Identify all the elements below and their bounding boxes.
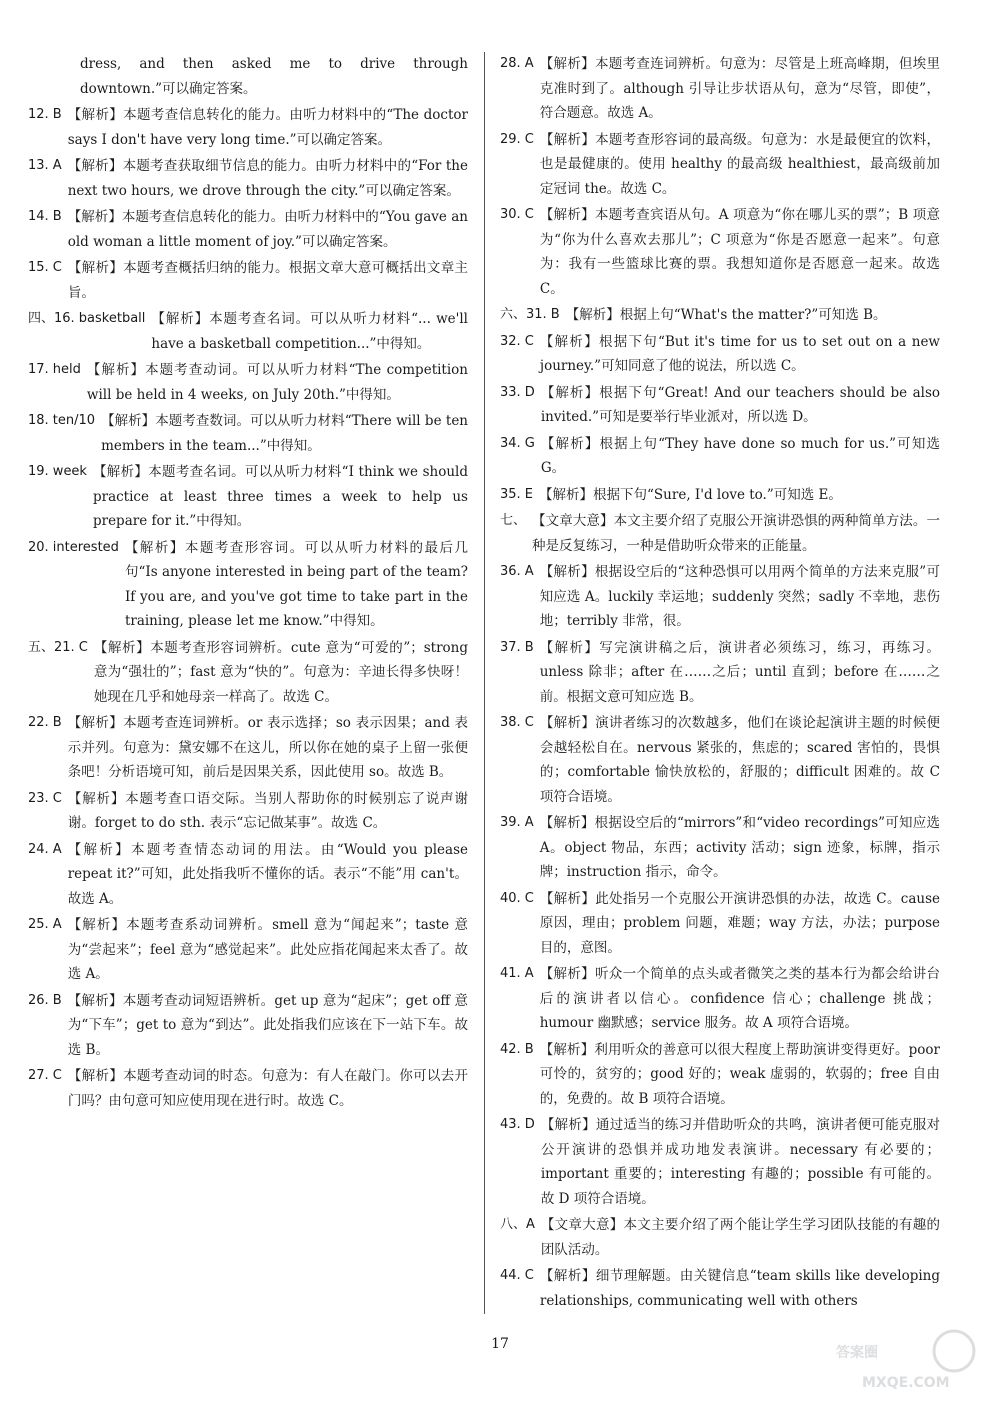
answer-number: 七、 xyxy=(500,513,527,528)
answer-entry xyxy=(28,358,468,407)
answer-number: 22. B xyxy=(28,715,62,730)
answer-explanation: 【解析】本题考查动词短语辨析。get up 意为“起床”；get off 意为“下车”；get to 意为“到达”。此处指我们应该在下一站下车。故选 B。 xyxy=(67,992,468,1058)
answer-number: 15. C xyxy=(28,260,62,275)
answer-number: 24. A xyxy=(28,841,62,857)
answer-entry xyxy=(28,636,468,710)
answer-entry xyxy=(28,205,468,254)
watermark-label: 答案圈 xyxy=(836,1345,878,1361)
answer-explanation: 【解析】演讲者练习的次数越多，他们在谈论起演讲主题的时候便会越轻松自在。nervous 紧张的，焦虑的；scared 害怕的，畏惧的；comfortable 愉快放松的，舒服的；difficult 困难的。故 C 项符合语境。 xyxy=(539,715,940,805)
answer-explanation: 【解析】此处指另一个克服公开演讲恐惧的办法，故选 C。cause 原因，理由；problem 问题，难题；way 方法，办法；purpose 目的，意图。 xyxy=(539,890,940,956)
answer-entry xyxy=(500,636,940,710)
answer-explanation: 【解析】本题考查连词辨析。or 表示选择；so 表示因果；and 表示并列。句意为：黛安娜不在这儿，所以你在她的桌子上留一张便条吧！分析语境可知，前后是因果关系，因此使用 so。故选 B。 xyxy=(67,715,468,780)
answer-explanation: 【解析】根据设空后的“mirrors”和“video recordings”可知应选 A。object 物品，东西；activity 活动；sign 迹象，标牌，指示牌；instruction 指示，命令。 xyxy=(539,815,940,880)
answer-explanation: 【解析】本题考查形容词的最高级。句意为：水是最便宜的饮料，也是最健康的。使用 healthy 的最高级 healthiest，最高级前加定冠词 the。故选 C。 xyxy=(539,131,940,197)
watermark-logo xyxy=(832,1325,982,1395)
answer-explanation: 【解析】本题考查情态动词的用法。由“Would you please repeat it?”可知，此处指我听不懂你的话。表示“不能”用 can't。故选 A。 xyxy=(67,841,468,907)
answer-explanation: 【解析】根据下句“But it's time for us to set out on a new journey.”可知同意了他的说法，所以选 C。 xyxy=(539,333,940,374)
answer-explanation: 【解析】听众一个简单的点头或者微笑之类的基本行为都会给讲台后的演讲者以信心。confidence 信心；challenge 挑战；humour 幽默感；service 服务。故 A 项符合语境。 xyxy=(539,966,940,1031)
answer-explanation: 【解析】本题考查概括归纳的能力。根据文章大意可概括出文章主旨。 xyxy=(67,260,468,301)
answer-entry xyxy=(28,787,468,836)
answer-explanation: 【解析】本题考查名词。可以从听力材料“I think we should practice at least three times a week to help us prepare for it.”中得知。 xyxy=(92,464,468,529)
answer-number: 32. C xyxy=(500,333,534,349)
answer-number: 35. E xyxy=(500,486,534,502)
answer-number: 20. interested xyxy=(28,539,119,555)
answer-number: 40. C xyxy=(500,890,534,906)
answer-entry xyxy=(28,256,468,305)
answer-explanation: 【解析】本题考查形容词辨析。cute 意为“可爱的”；strong 意为“强壮的”；fast 意为“快的”。句意为：辛迪长得多快呀！她现在几乎和她母亲一样高了。故选 C。 xyxy=(93,639,468,705)
answer-explanation: 【解析】根据下句“Sure, I'd love to.”可知选 E。 xyxy=(539,486,842,503)
answer-entry xyxy=(500,962,940,1036)
watermark-circle-icon xyxy=(934,1331,974,1371)
answer-entry xyxy=(28,409,468,458)
answer-entry xyxy=(28,913,468,987)
answer-number: 37. B xyxy=(500,639,534,655)
answer-entry xyxy=(500,330,940,379)
answer-explanation: 【解析】本题考查动词。可以从听力材料“The competition will be held in 4 weeks, on July 20th.”中得知。 xyxy=(86,362,468,403)
watermark-site: MXQE.COM xyxy=(862,1375,950,1391)
answer-explanation: 【解析】本题考查信息转化的能力。由听力材料中的“You gave an old woman a little moment of joy.”可以确定答案。 xyxy=(67,209,468,250)
answer-entry xyxy=(500,381,940,430)
answer-explanation: 【解析】本题考查形容词。可以从听力材料的最后几句“Is anyone interested in being part of the team? If you are, and you've got time to take part in the training, please let me know.”中得知。 xyxy=(124,539,468,629)
page-number: 17 xyxy=(491,1336,509,1352)
answer-explanation: 【解析】本题考查获取细节信息的能力。由听力材料中的“For the next two hours, we drove through the city.”可以确定答案。 xyxy=(67,158,468,199)
answer-number: 29. C xyxy=(500,131,534,147)
answer-number: 38. C xyxy=(500,715,534,730)
answer-entry xyxy=(500,1213,940,1262)
answer-explanation: 【解析】本题考查动词的时态。句意为：有人在敲门。你可以去开门吗？由句意可知应使用现在进行时。故选 C。 xyxy=(67,1068,468,1109)
answer-entry xyxy=(500,811,940,885)
answer-explanation: 【解析】本题考查系动词辨析。smell 意为“闻起来”；taste 意为“尝起来”；feel 意为“感觉起来”。此处应指花闻起来太香了。故选 A。 xyxy=(67,917,468,982)
answer-entry xyxy=(28,711,468,785)
answer-number: 41. A xyxy=(500,966,534,981)
answer-number: 36. A xyxy=(500,564,534,579)
answer-number: 26. B xyxy=(28,992,62,1008)
answer-number: 33. D xyxy=(500,384,535,400)
answer-entry xyxy=(28,838,468,912)
answer-number: 25. A xyxy=(28,917,62,932)
answer-number: 30. C xyxy=(500,207,534,222)
answer-explanation: 【解析】写完演讲稿之后，演讲者必须练习，练习，再练习。unless 除非；after 在……之后；until 直到；before 在……之前。根据文意可知应选 B。 xyxy=(539,639,940,705)
answer-explanation: 【解析】利用听众的善意可以很大程度上帮助演讲变得更好。poor 可怜的，贫穷的；good 好的；weak 虚弱的，软弱的；free 自由的，免费的。故 B 项符合语境。 xyxy=(539,1041,940,1107)
answer-number: 23. C xyxy=(28,790,62,806)
answer-number: 四、16. basketball xyxy=(28,311,146,326)
answer-explanation: 【解析】本题考查口语交际。当别人帮助你的时候别忘了说声谢谢。forget to do sth. 表示“忘记做某事”。故选 C。 xyxy=(67,790,468,831)
answer-explanation: 【解析】根据下句“Great! And our teachers should be also invited.”可知是要举行毕业派对，所以选 D。 xyxy=(540,384,940,425)
answer-entry xyxy=(28,1064,468,1113)
answer-entry xyxy=(28,989,468,1063)
answer-number: 14. B xyxy=(28,209,62,224)
answer-entry xyxy=(500,711,940,809)
answer-entry xyxy=(500,1113,940,1211)
answer-number: 18. ten/10 xyxy=(28,413,96,428)
answer-entry xyxy=(500,52,940,126)
answer-entry xyxy=(500,303,940,328)
answer-number: 六、31. B xyxy=(500,307,560,322)
answer-entry xyxy=(28,460,468,534)
column-divider xyxy=(484,52,485,1314)
answer-explanation: 【解析】本题考查宾语从句。A 项意为“你在哪儿买的票”；B 项意为“你为什么喜欢去那儿”；C 项意为“你是否愿意一起来”。句意为：我有一些篮球比赛的票。我想知道你是否愿意一起来。故选 C。 xyxy=(539,207,940,297)
answer-number: 27. C xyxy=(28,1068,62,1083)
answer-entry xyxy=(500,483,940,508)
answer-number: 44. C xyxy=(500,1268,534,1283)
answer-number: 12. B xyxy=(28,107,62,122)
answer-entry xyxy=(500,560,940,634)
answer-entry xyxy=(28,103,468,152)
right-column xyxy=(500,52,940,1315)
answer-number: 34. G xyxy=(500,435,535,451)
answer-explanation: 【解析】通过适当的练习并借助听众的共鸣，演讲者便可能克服对公开演讲的恐惧并成功地发表演讲。necessary 有必要的；important 重要的；interesting 有趣的；possible 有可能的。故 D 项符合语境。 xyxy=(540,1117,940,1207)
answer-number: 五、21. C xyxy=(28,639,88,655)
answer-entry xyxy=(500,128,940,202)
answer-number: 39. A xyxy=(500,815,534,830)
answer-explanation: 【解析】本题考查数词。可以从听力材料“There will be ten members in the team...”中得知。 xyxy=(101,413,468,454)
left-column xyxy=(28,52,468,1115)
answer-explanation: 【解析】本题考查信息转化的能力。由听力材料中的“The doctor says I don't have very long time.”可以确定答案。 xyxy=(67,107,468,148)
answer-number: 42. B xyxy=(500,1041,534,1057)
answer-entry xyxy=(500,1264,940,1313)
answer-number: 17. held xyxy=(28,362,81,377)
answer-entry xyxy=(500,1038,940,1112)
answer-entry xyxy=(500,203,940,301)
answer-number: 八、A xyxy=(500,1217,535,1232)
answer-entry xyxy=(500,432,940,481)
answer-explanation: 【解析】根据上句“They have done so much for us.”可知选 G。 xyxy=(540,435,940,476)
answer-entry xyxy=(500,509,940,558)
answer-circle-logo-icon xyxy=(832,1325,982,1395)
answer-explanation: 【解析】根据上句“What's the matter?”可知选 B。 xyxy=(565,307,887,323)
answer-explanation: 【解析】细节理解题。由关键信息“team skills like developing relationships, communicating well with others xyxy=(539,1268,940,1309)
answer-entry xyxy=(500,887,940,961)
answer-explanation: 【文章大意】本文主要介绍了两个能让学生学习团队技能的有趣的团队活动。 xyxy=(540,1217,940,1258)
answer-explanation: 【解析】本题考查名词。可以从听力材料“... we'll have a basketball competition...”中得知。 xyxy=(151,311,468,352)
answer-number: 43. D xyxy=(500,1117,535,1132)
answer-explanation: 【文章大意】本文主要介绍了克服公开演讲恐惧的两种简单方法。一种是反复练习，一种是借助听众带来的正能量。 xyxy=(532,513,940,554)
answer-number: 19. week xyxy=(28,464,87,479)
answer-number: 13. A xyxy=(28,158,62,173)
answer-entry xyxy=(28,154,468,203)
answer-entry xyxy=(28,536,468,634)
answer-explanation: 【解析】本题考查连词辨析。句意为：尽管是上班高峰期，但埃里克准时到了。although 引导让步状语从句，意为“尽管，即使”，符合题意。故选 A。 xyxy=(539,56,940,121)
answer-number: 28. A xyxy=(500,56,534,71)
continuation-text: dress, and then asked me to drive through downtown.”可以确定答案。 xyxy=(80,56,468,97)
answer-explanation: 【解析】根据设空后的“这种恐惧可以用两个简单的方法来克服”可知应选 A。luckily 幸运地；suddenly 突然；sadly 不幸地，悲伤地；terribly 非常，很。 xyxy=(539,564,940,629)
answer-entry xyxy=(28,307,468,356)
